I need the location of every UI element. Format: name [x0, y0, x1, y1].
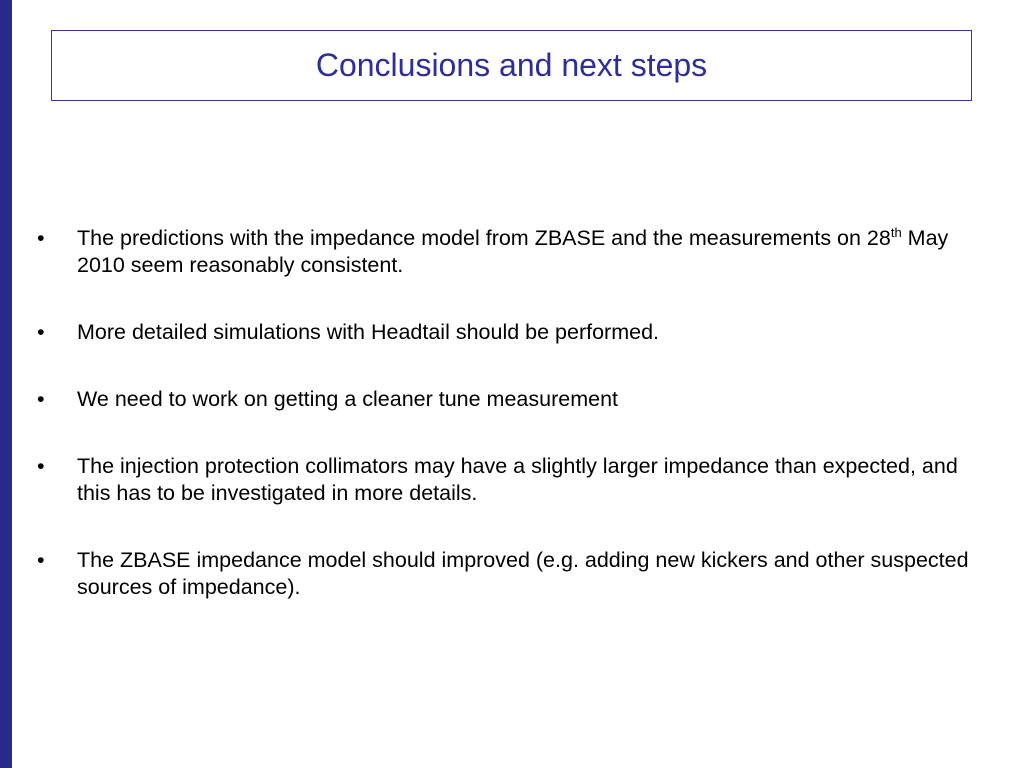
superscript: th	[890, 224, 902, 240]
bullet-text: More detailed simulations with Headtail should be performed.	[77, 320, 660, 344]
bullet-text: We need to work on getting a cleaner tune measurement	[77, 387, 619, 411]
bullet-symbol: •	[37, 454, 45, 478]
bullet-list	[37, 225, 987, 641]
bullet-item	[37, 319, 987, 346]
bullet-symbol: •	[37, 320, 45, 344]
bullet-item	[37, 386, 987, 413]
bullet-text: The injection protection collimators may have a slightly larger impedance than expected, and this has to be investigated in more details.	[77, 454, 958, 505]
left-accent-bar	[0, 0, 12, 768]
bullet-text-part: May 2010 seem reasonably consistent.	[77, 226, 949, 277]
title-box	[51, 30, 972, 101]
bullet-item	[37, 225, 987, 279]
bullet-text: The ZBASE impedance model should improved (e.g. adding new kickers and other suspected sources of impedance).	[77, 548, 969, 599]
bullet-text	[77, 226, 948, 277]
bullet-symbol: •	[37, 226, 45, 250]
bullet-text-part: The predictions with the impedance model from ZBASE and the measurements on 28	[77, 226, 891, 250]
bullet-item	[37, 547, 987, 601]
bullet-item	[37, 453, 987, 507]
slide-title: Conclusions and next steps	[315, 47, 708, 83]
bullet-symbol: •	[37, 387, 45, 411]
bullet-symbol: •	[37, 548, 45, 572]
